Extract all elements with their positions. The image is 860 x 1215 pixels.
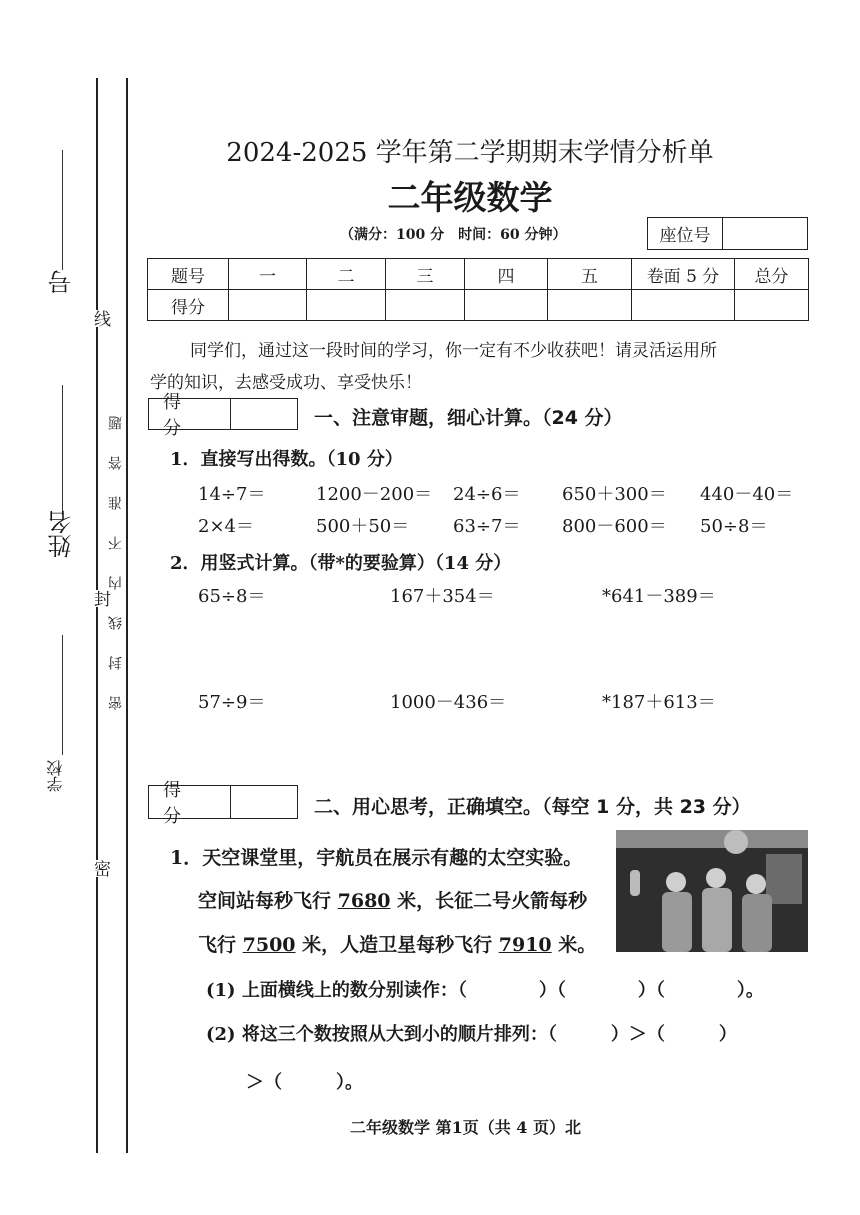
oral-calc-item: 14÷7＝ xyxy=(198,484,266,505)
score-cell[interactable] xyxy=(632,290,735,321)
table-header: 一 xyxy=(229,259,307,290)
binding-line-left xyxy=(96,78,98,1153)
text-fragment: 米，人造卫星每秒飞行 xyxy=(295,934,499,956)
oral-calc-item: 800－600＝ xyxy=(562,516,667,537)
oral-calc-item: 1200－200＝ xyxy=(316,484,433,505)
vertical-calc-item: 57÷9＝ xyxy=(198,692,266,713)
seat-number-label: 座位号 xyxy=(648,218,723,249)
underlined-number: 7910 xyxy=(498,934,552,956)
exam-info: （满分：100 分 时间：60 分钟） xyxy=(340,227,567,243)
sub-question: ＞（ ）。 xyxy=(246,1072,363,1093)
table-row xyxy=(148,290,809,321)
text-fragment: 空间站每秒飞行 xyxy=(198,890,338,912)
vertical-calc-item: 1000－436＝ xyxy=(390,692,507,713)
seal-mark: 封 xyxy=(88,590,113,607)
score-box-label: 得 分 xyxy=(149,399,231,429)
seat-number-field[interactable] xyxy=(723,218,807,249)
score-table xyxy=(147,258,809,321)
table-header: 卷面 5 分 xyxy=(632,259,735,290)
text-fragment: 米。 xyxy=(551,934,597,956)
oral-calc-item: 440－40＝ xyxy=(700,484,794,505)
question-title: 1．直接写出得数。（10 分） xyxy=(170,449,403,470)
school-label: 学校 xyxy=(46,760,65,792)
oral-calc-item: 63÷7＝ xyxy=(453,516,521,537)
table-header: 四 xyxy=(465,259,548,290)
section-heading: 二、用心思考，正确填空。（每空 1 分，共 23 分） xyxy=(314,796,751,818)
question-title: 2．用竖式计算。（带*的要验算）（14 分） xyxy=(170,553,512,574)
text-fragment: 米，长征二号火箭每秒 xyxy=(390,890,588,912)
score-cell[interactable] xyxy=(307,290,386,321)
side-underline xyxy=(62,635,63,755)
sub-question: (1) 上面横线上的数分别读作：（ ）（ ）（ ）。 xyxy=(206,980,764,1001)
underlined-number: 7680 xyxy=(337,890,391,912)
exam-title: 2024-2025 学年第二学期期末学情分析单 xyxy=(226,138,714,168)
vertical-calc-item: 167＋354＝ xyxy=(390,586,495,607)
text-fragment: 飞行 xyxy=(198,934,243,956)
oral-calc-item: 50÷8＝ xyxy=(700,516,768,537)
section-score-box xyxy=(148,780,298,827)
table-header: 题号 xyxy=(148,259,229,290)
section-score-box xyxy=(148,392,298,439)
oral-calc-item: 650＋300＝ xyxy=(562,484,667,505)
underlined-number: 7500 xyxy=(242,934,296,956)
question-text xyxy=(198,886,587,913)
table-row-label: 得分 xyxy=(148,290,229,321)
intro-line: 同学们，通过这一段时间的学习，你一定有不少收获吧！请灵活运用所 xyxy=(190,341,717,361)
score-cell[interactable] xyxy=(386,290,465,321)
vertical-calc-item: *187＋613＝ xyxy=(602,692,716,713)
question-text: 1．天空课堂里，宇航员在展示有趣的太空实验。 xyxy=(170,847,583,869)
section-heading: 一、注意审题，细心计算。（24 分） xyxy=(314,407,623,429)
score-box-field[interactable] xyxy=(231,399,297,429)
page-footer: 二年级数学 第1页（共 4 页）北 xyxy=(350,1118,581,1137)
intro-line: 学的知识，去感受成功、享受快乐！ xyxy=(150,373,422,393)
binding-line-right xyxy=(126,78,128,1153)
student-number-label: 号 xyxy=(48,270,76,294)
no-answer-warning: 密封线内不准答题 xyxy=(108,390,124,710)
oral-calc-item: 24÷6＝ xyxy=(453,484,521,505)
side-underline xyxy=(62,385,63,515)
score-cell[interactable] xyxy=(548,290,632,321)
vertical-calc-item: *641－389＝ xyxy=(602,586,716,607)
score-box-label: 得 分 xyxy=(149,786,231,818)
score-cell[interactable] xyxy=(735,290,809,321)
score-cell[interactable] xyxy=(465,290,548,321)
question-text xyxy=(198,930,596,957)
table-header: 三 xyxy=(386,259,465,290)
seat-number-box xyxy=(647,217,808,250)
line-mark: 线 xyxy=(88,310,113,327)
oral-calc-item: 500＋50＝ xyxy=(316,516,410,537)
table-row xyxy=(148,259,809,290)
score-cell[interactable] xyxy=(229,290,307,321)
sub-question: (2) 将这三个数按照从大到小的顺片排列：（ ）＞（ ） xyxy=(206,1024,737,1045)
oral-calc-item: 2×4＝ xyxy=(198,516,254,537)
table-header: 总分 xyxy=(735,259,809,290)
score-box-field[interactable] xyxy=(231,786,297,818)
vertical-calc-item: 65÷8＝ xyxy=(198,586,266,607)
name-label: 姓名 xyxy=(48,510,76,558)
table-header: 五 xyxy=(548,259,632,290)
astronaut-photo xyxy=(616,830,808,952)
secret-mark: 密 xyxy=(88,860,113,877)
table-header: 二 xyxy=(307,259,386,290)
subject-title: 二年级数学 xyxy=(387,178,553,217)
